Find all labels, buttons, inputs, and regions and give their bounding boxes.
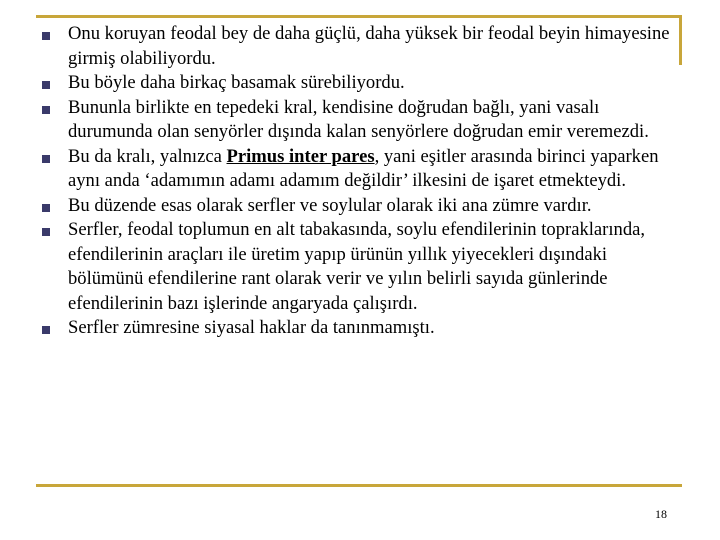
bullet-text: Bununla birlikte en tepedeki kral, kendisine doğrudan bağlı, yani vasalı durumunda olan senyörler dışında kalan senyörlere doğrudan emir veremezdi. <box>68 96 649 142</box>
square-bullet-icon <box>42 32 50 40</box>
bullet-text: Serfler zümresine siyasal haklar da tanınmamıştı. <box>68 317 435 338</box>
square-bullet-icon <box>42 204 50 212</box>
bullet-list <box>40 22 680 341</box>
bullet-text-before: Bu da kralı, yalnızca <box>68 145 227 167</box>
square-bullet-icon <box>42 155 50 163</box>
bullet-item-2 <box>40 71 680 96</box>
square-bullet-icon <box>42 81 50 89</box>
bullet-text: Onu koruyan feodal bey de daha güçlü, daha yüksek bir feodal beyin himayesine girmiş olabiliyordu. <box>68 23 670 69</box>
bullet-item-3 <box>40 96 680 145</box>
square-bullet-icon <box>42 326 50 334</box>
bullet-item-1 <box>40 22 680 71</box>
bullet-text: Bu düzende esas olarak serfler ve soylular olarak iki ana zümre vardır. <box>68 194 592 216</box>
bullet-text: Serfler, feodal toplumun en alt tabakasında, soylu efendilerinin topraklarında, efendilerinin araçları ile üretim yapıp ürünün yıllık yiyecekleri dışındaki bölümünü efendilerine rant olarak verir ve yılın belirli sayıda günlerinde efendilerinin bazı işlerinde angaryada çalışırdı. <box>68 219 646 314</box>
bullet-item-7 <box>40 316 680 341</box>
square-bullet-icon <box>42 106 50 114</box>
bullet-item-6 <box>40 218 680 316</box>
page-number: 18 <box>655 507 667 521</box>
bullet-text: Bu böyle daha birkaç basamak sürebiliyordu. <box>68 72 405 93</box>
frame-bottom-border <box>36 484 682 487</box>
emphasized-term: Primus inter pares <box>226 145 375 167</box>
slide-content <box>40 22 680 341</box>
frame-top-border <box>36 15 682 18</box>
square-bullet-icon <box>42 228 50 236</box>
bullet-item-5 <box>40 194 680 219</box>
bullet-text-after: , yani eşitler arasında birinci yaparken aynı anda ‘adamımın adamı adamım değildir’ ilkesini de işaret etmekteydi. <box>68 145 659 191</box>
bullet-item-4 <box>40 145 680 194</box>
